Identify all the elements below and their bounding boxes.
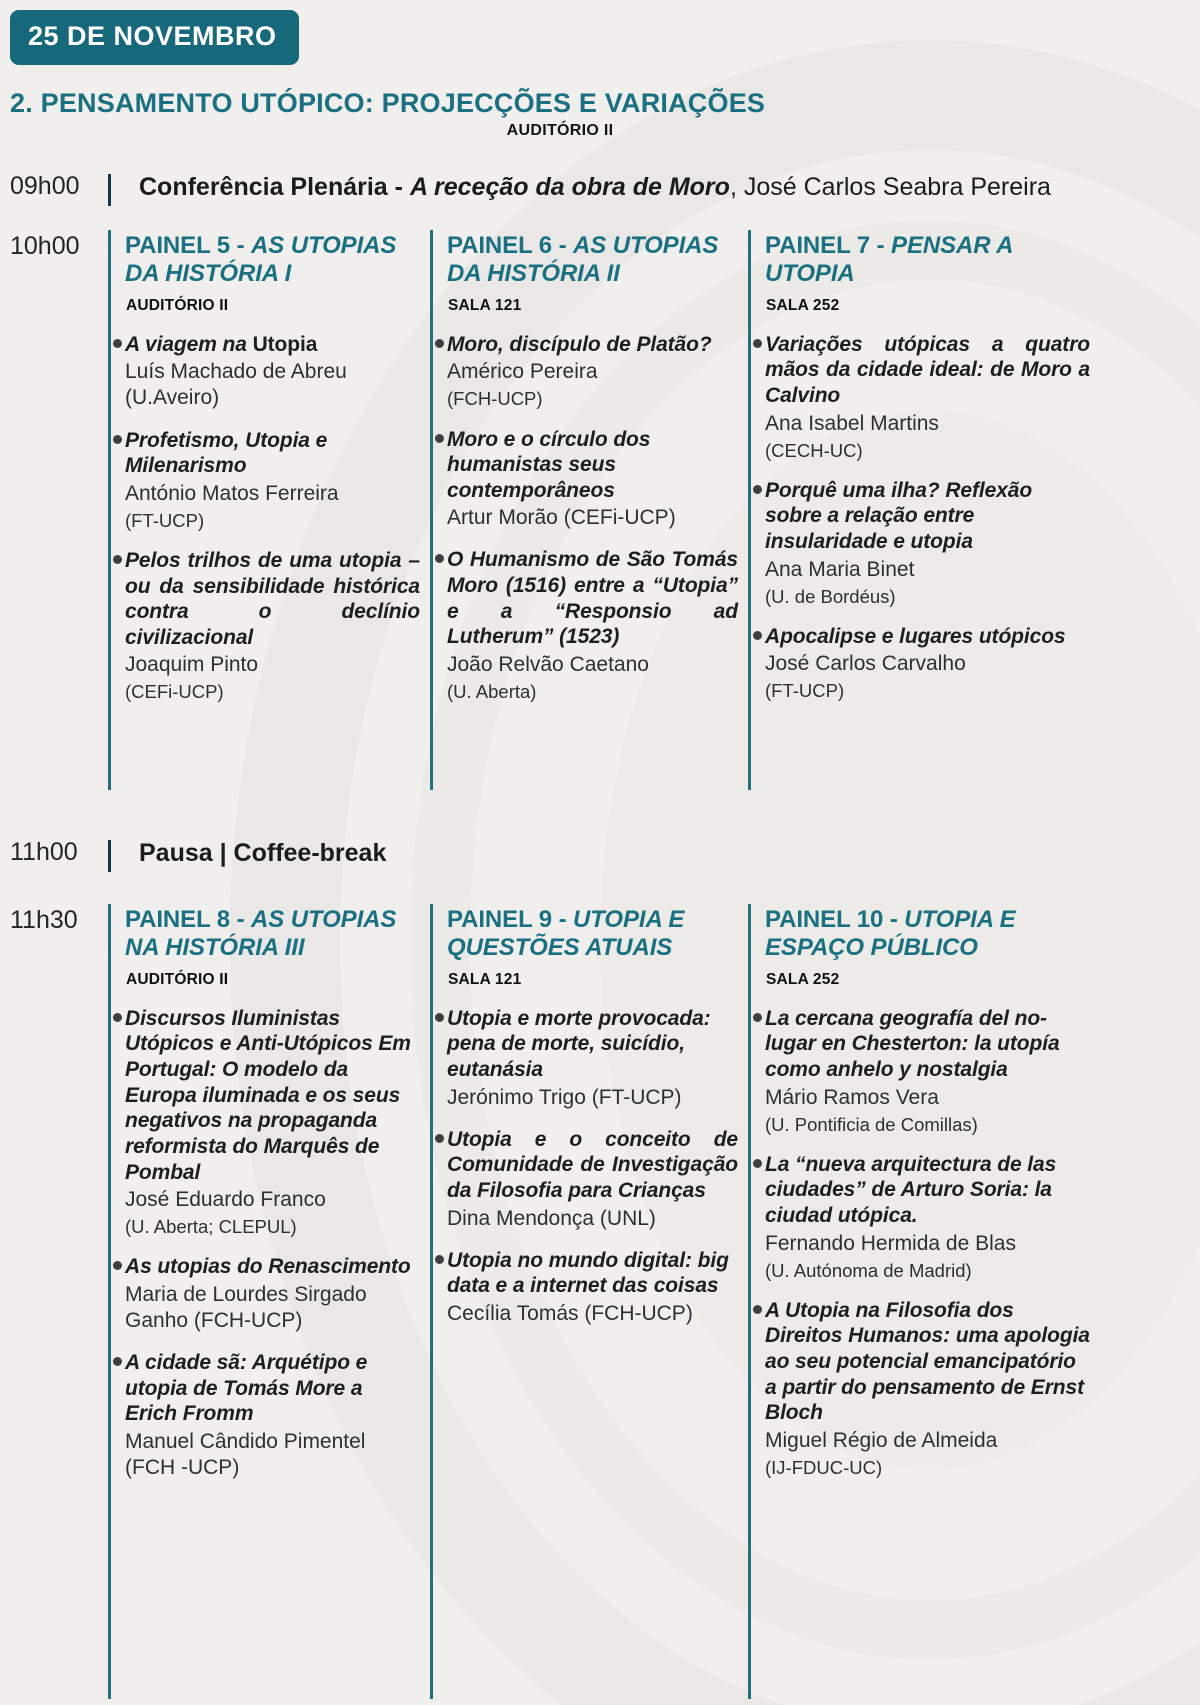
panel-title xyxy=(765,232,1090,288)
talk-body xyxy=(765,478,1090,608)
talk-body xyxy=(447,547,738,703)
panel xyxy=(748,904,1100,1699)
talk-title xyxy=(125,332,420,358)
panel-room-label: AUDITÓRIO II xyxy=(126,970,229,988)
talk-title xyxy=(125,1254,420,1280)
bullet-icon xyxy=(113,1013,122,1022)
schedule-row xyxy=(10,170,1200,206)
talk-body xyxy=(125,548,420,704)
time-label: 10h00 xyxy=(10,231,80,260)
talk-item xyxy=(125,428,420,532)
talk-list xyxy=(765,1006,1090,1479)
talk-body xyxy=(765,1006,1090,1136)
talk-speaker: Jerónimo Trigo (FT-UCP) xyxy=(447,1085,682,1109)
talk-title xyxy=(447,547,738,649)
session-title-bold: Conferência Plenária - xyxy=(139,172,410,201)
talk-body xyxy=(447,427,738,532)
panel-number: PAINEL 6 - xyxy=(447,231,574,259)
talk-title xyxy=(765,332,1090,409)
panel xyxy=(430,904,748,1699)
talk-title xyxy=(125,548,420,650)
time-label: 11h30 xyxy=(10,905,78,934)
panel-title xyxy=(125,906,420,962)
talk-title-italic: Utopia e morte provocada: pena de morte, suicídio, eutanásia xyxy=(447,1006,711,1082)
talk-title-italic: Discursos Iluministas Utópicos e Anti-Utópicos Em Portugal: O modelo da Europa iluminada e os seus negativos na propaganda reformista do Marquês de Pombal xyxy=(125,1006,411,1184)
talk-affiliation: (FT-UCP) xyxy=(765,680,845,702)
schedule-row xyxy=(10,836,1200,872)
talk-body xyxy=(447,332,738,411)
talk-title xyxy=(765,624,1090,650)
panel xyxy=(108,904,430,1699)
talk-title-roman: Utopia xyxy=(246,332,318,356)
talk-affiliation: (U. Aberta) xyxy=(447,680,537,702)
panel-room-label: SALA 252 xyxy=(766,296,840,314)
talk-affiliation: (IJ-FDUC-UC) xyxy=(765,1456,883,1478)
talk-title-italic: Porquê uma ilha? Reflexão sobre a relação entre insularidade e utopia xyxy=(765,478,1033,554)
talk-title xyxy=(447,1006,738,1083)
session-title-italic: A receção da obra de Moro xyxy=(409,172,730,201)
talk-item xyxy=(447,332,738,411)
talk-list xyxy=(765,332,1090,703)
talk-body xyxy=(125,428,420,532)
talk-title-italic: Profetismo, Utopia e Milenarismo xyxy=(125,428,328,478)
talk-list xyxy=(125,1006,420,1481)
talk-item xyxy=(447,1006,738,1111)
talk-title-italic: As utopias do Renascimento xyxy=(125,1255,411,1279)
panel-number: PAINEL 8 - xyxy=(125,905,252,933)
bullet-icon xyxy=(435,1255,444,1264)
talk-item xyxy=(765,624,1090,703)
panel-theme: PENSAR A UTOPIA xyxy=(765,231,1013,287)
session-label xyxy=(124,836,1200,869)
panel-number: PAINEL 9 - xyxy=(447,905,574,933)
schedule-row-panels xyxy=(10,230,1200,790)
talk-speaker: Luís Machado de Abreu (U.Aveiro) xyxy=(125,360,347,410)
bullet-icon xyxy=(435,339,444,348)
talk-item xyxy=(125,1350,420,1481)
talk-body xyxy=(125,332,420,412)
talk-title-italic: Utopia no mundo digital: big data e a internet das coisas xyxy=(447,1248,729,1298)
panel-title xyxy=(125,232,420,288)
talk-body xyxy=(765,1298,1090,1479)
talk-body xyxy=(447,1127,738,1232)
talk-item xyxy=(765,1298,1090,1479)
talk-item xyxy=(447,1248,738,1327)
talk-title xyxy=(447,427,738,504)
bullet-icon xyxy=(113,339,122,348)
schedule-row-panels xyxy=(10,904,1200,1699)
talk-title-italic: Utopia e o conceito de Comunidade de Investigação da Filosofia para Crianças xyxy=(447,1127,738,1202)
panel-room-label: SALA 252 xyxy=(766,970,840,988)
panel-theme: UTOPIA E QUESTÕES ATUAIS xyxy=(447,905,685,961)
talk-list xyxy=(447,332,738,703)
bullet-icon xyxy=(435,434,444,443)
talk-title xyxy=(125,1350,420,1427)
talk-title-italic: A Utopia na Filosofia dos Direitos Humanos: uma apologia ao seu potencial emancipatório a partir do pensamento de Ernst Bloch xyxy=(765,1298,1090,1425)
panel-theme: AS UTOPIAS DA HISTÓRIA I xyxy=(125,231,397,287)
section-room-label: AUDITÓRIO II xyxy=(506,121,614,139)
talk-item xyxy=(447,547,738,703)
section-title: 2. PENSAMENTO UTÓPICO: PROJECÇÕES E VARIAÇÕES xyxy=(10,88,766,118)
talk-speaker: Joaquim Pinto xyxy=(125,653,259,677)
bullet-icon xyxy=(113,1261,122,1270)
panel-number: PAINEL 10 - xyxy=(765,905,905,933)
talk-speaker: Dina Mendonça (UNL) xyxy=(447,1206,656,1230)
bullet-icon xyxy=(753,1013,762,1022)
panel-number: PAINEL 5 - xyxy=(125,231,252,259)
panel-room-label: SALA 121 xyxy=(448,970,522,988)
session-label xyxy=(124,170,1200,203)
panel-theme: UTOPIA E ESPAÇO PÚBLICO xyxy=(765,905,1016,961)
talk-affiliation: (CECH-UC) xyxy=(765,439,863,461)
talk-item xyxy=(765,1006,1090,1136)
talk-title-italic: Moro, discípulo de Platão? xyxy=(447,332,712,356)
talk-item xyxy=(765,478,1090,608)
panel-theme: AS UTOPIAS NA HISTÓRIA III xyxy=(125,905,397,961)
talk-speaker: António Matos Ferreira xyxy=(125,481,339,505)
time-divider xyxy=(108,840,124,872)
talk-speaker: João Relvão Caetano xyxy=(447,652,649,676)
talk-item xyxy=(125,1006,420,1238)
bullet-icon xyxy=(113,435,122,444)
talk-title-italic: La cercana geografía del no-lugar en Chesterton: la utopía como anhelo y nostalgia xyxy=(765,1006,1060,1082)
talk-speaker: Artur Morão (CEFi-UCP) xyxy=(447,506,676,530)
talk-item xyxy=(447,1127,738,1232)
talk-title xyxy=(125,428,420,479)
talk-affiliation: (FT-UCP) xyxy=(125,509,205,531)
talk-title-italic: Pelos trilhos de uma utopia – ou da sensibilidade histórica contra o declínio civilizacional xyxy=(125,548,420,649)
talk-item xyxy=(765,1152,1090,1282)
panel xyxy=(108,230,430,790)
bullet-icon xyxy=(113,555,122,564)
talk-affiliation: (U. Pontificia de Comillas) xyxy=(765,1113,978,1135)
talk-body xyxy=(125,1350,420,1481)
talk-title xyxy=(765,1006,1090,1083)
talk-speaker: José Carlos Carvalho xyxy=(765,652,966,676)
session-title-bold: Pausa | Coffee-break xyxy=(139,838,387,867)
talk-title xyxy=(447,332,738,358)
talk-title-italic: La “nueva arquitectura de las ciudades” de Arturo Soria: la ciudad utópica. xyxy=(765,1152,1057,1228)
talk-title xyxy=(447,1127,738,1204)
talk-speaker: Ana Isabel Martins xyxy=(765,411,939,435)
talk-title-italic: Moro e o círculo dos humanistas seus contemporâneos xyxy=(447,427,651,502)
talk-affiliation: (U. de Bordéus) xyxy=(765,585,896,607)
talk-affiliation: (U. Autónoma de Madrid) xyxy=(765,1259,972,1281)
talk-title-italic: Variações utópicas a quatro mãos da cidade ideal: de Moro a Calvino xyxy=(765,332,1090,408)
talk-speaker: Américo Pereira xyxy=(447,360,598,384)
schedule xyxy=(10,170,1200,1699)
bullet-icon xyxy=(113,1357,122,1366)
talk-speaker: Cecília Tomás (FCH-UCP) xyxy=(447,1301,693,1325)
talk-speaker: Fernando Hermida de Blas xyxy=(765,1231,1016,1255)
talk-title xyxy=(765,478,1090,555)
talk-body xyxy=(765,332,1090,462)
talk-body xyxy=(125,1006,420,1238)
talk-item xyxy=(125,1254,420,1334)
talk-speaker: Ana Maria Binet xyxy=(765,557,915,581)
talk-speaker: José Eduardo Franco xyxy=(125,1188,326,1212)
bullet-icon xyxy=(435,1134,444,1143)
talk-speaker: Mário Ramos Vera xyxy=(765,1085,939,1109)
talk-body xyxy=(125,1254,420,1334)
talk-item xyxy=(765,332,1090,462)
talk-list xyxy=(125,332,420,704)
talk-speaker: Maria de Lourdes Sirgado Ganho (FCH-UCP) xyxy=(125,1282,367,1332)
panel-title xyxy=(447,232,738,288)
session-speaker: , José Carlos Seabra Pereira xyxy=(729,172,1051,201)
talk-item xyxy=(125,548,420,704)
date-badge: 25 DE NOVEMBRO xyxy=(10,10,299,65)
talk-body xyxy=(447,1006,738,1111)
talk-title-italic: A viagem na xyxy=(125,332,247,356)
time-label: 09h00 xyxy=(10,171,80,200)
panel xyxy=(748,230,1100,790)
bullet-icon xyxy=(753,485,762,494)
talk-affiliation: (FCH-UCP) xyxy=(447,388,543,410)
bullet-icon xyxy=(435,554,444,563)
time-divider xyxy=(108,174,124,206)
talk-title-italic: Apocalipse e lugares utópicos xyxy=(765,624,1066,648)
talk-title xyxy=(125,1006,420,1185)
talk-affiliation: (CEFi-UCP) xyxy=(125,681,224,703)
talk-item xyxy=(125,332,420,412)
talk-affiliation: (U. Aberta; CLEPUL) xyxy=(125,1216,297,1238)
panel-title xyxy=(447,906,738,962)
panel-room-label: AUDITÓRIO II xyxy=(126,296,229,314)
talk-title xyxy=(447,1248,738,1299)
talk-body xyxy=(765,624,1090,703)
talk-speaker: Miguel Régio de Almeida xyxy=(765,1428,998,1452)
talk-speaker: Manuel Cândido Pimentel (FCH -UCP) xyxy=(125,1429,366,1479)
time-label: 11h00 xyxy=(10,837,78,866)
bullet-icon xyxy=(435,1013,444,1022)
bullet-icon xyxy=(753,1159,762,1168)
talk-item xyxy=(447,427,738,532)
panel-room-label: SALA 121 xyxy=(448,296,522,314)
panel-title xyxy=(765,906,1090,962)
bullet-icon xyxy=(753,631,762,640)
talk-title-italic: A cidade sã: Arquétipo e utopia de Tomás More a Erich Fromm xyxy=(125,1350,368,1426)
talk-body xyxy=(447,1248,738,1327)
bullet-icon xyxy=(753,1305,762,1314)
bullet-icon xyxy=(753,339,762,348)
talk-title xyxy=(765,1298,1090,1426)
talk-body xyxy=(765,1152,1090,1282)
panel xyxy=(430,230,748,790)
panel-number: PAINEL 7 - xyxy=(765,231,892,259)
talk-title xyxy=(765,1152,1090,1229)
panel-theme: AS UTOPIAS DA HISTÓRIA II xyxy=(447,231,719,287)
talk-list xyxy=(447,1006,738,1327)
talk-title-italic: O Humanismo de São Tomás Moro (1516) entre a “Utopia” e a “Responsio ad Lutherum” (1523) xyxy=(447,548,738,649)
